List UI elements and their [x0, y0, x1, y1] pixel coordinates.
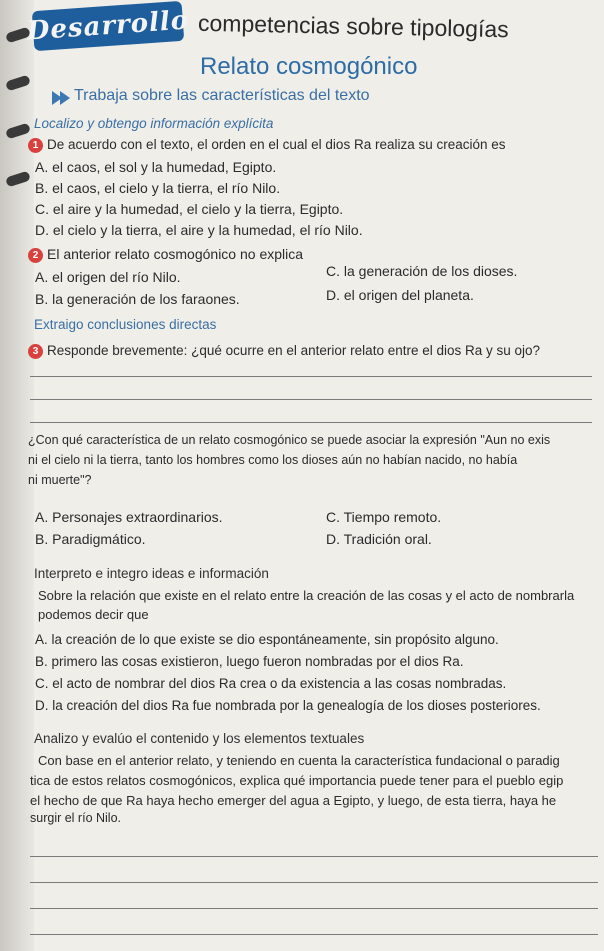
answer-line — [30, 934, 598, 935]
option: D. el cielo y la tierra, el aire y la humedad, el río Nilo. — [35, 222, 363, 238]
answer-line — [30, 882, 598, 883]
question-3 — [28, 343, 540, 359]
option: A. el origen del río Nilo. — [35, 269, 181, 285]
option: B. la generación de los faraones. — [35, 291, 240, 307]
question-6-line: el hecho de que Ra haya hecho emerger del agua a Egipto, y luego, de esta tierra, haya he — [30, 793, 557, 808]
answer-line — [30, 908, 598, 909]
question-text: El anterior relato cosmogónico no explica — [47, 246, 304, 262]
option: D. la creación del dios Ra fue nombrada por la genealogía de los dioses posteriores. — [35, 698, 541, 713]
option: C. el acto de nombrar del dios Ra crea o da existencia a las cosas nombradas. — [35, 676, 507, 691]
option: B. el caos, el cielo y la tierra, el río Nilo. — [35, 180, 281, 196]
question-5-line: podemos decir que — [38, 607, 149, 622]
question-1 — [28, 137, 506, 153]
subsection-heading: Analizo y evalúo el contenido y los elementos textuales — [34, 731, 365, 746]
option: A. el caos, el sol y la humedad, Egipto. — [35, 159, 277, 175]
page-title: Relato cosmogónico — [200, 53, 418, 80]
answer-line — [30, 856, 598, 857]
question-6-line: tica de estos relatos cosmogónicos, explica qué importancia puede tener para el pueblo egip — [30, 773, 564, 788]
subsection-heading: Extraigo conclusiones directas — [34, 317, 217, 332]
option: C. Tiempo remoto. — [326, 509, 442, 525]
question-number: 2 — [28, 248, 43, 263]
question-4-line: ni el cielo ni la tierra, tanto los hombres como los dioses aún no habían nacido, no había — [28, 453, 518, 467]
option: A. la creación de lo que existe se dio espontáneamente, sin propósito alguno. — [35, 632, 499, 647]
option: D. Tradición oral. — [326, 531, 432, 547]
section-heading: Trabaja sobre las características del texto — [74, 87, 370, 104]
brand-badge — [25, 1, 191, 51]
answer-line — [30, 399, 592, 400]
option: D. el origen del planeta. — [326, 287, 474, 303]
question-6-line: Con base en el anterior relato, y teniendo en cuenta la característica fundacional o paradig — [38, 753, 560, 768]
option: B. Paradigmático. — [35, 531, 146, 547]
arrow-icon — [60, 91, 70, 105]
question-number: 3 — [28, 344, 43, 359]
option: C. la generación de los dioses. — [326, 263, 518, 279]
question-5-line: Sobre la relación que existe en el relato entre la creación de las cosas y el acto de nombrarla — [38, 588, 575, 603]
question-6-line: surgir el río Nilo. — [30, 811, 121, 825]
question-text: Responde brevemente: ¿qué ocurre en el anterior relato entre el dios Ra y su ojo? — [47, 343, 541, 358]
option: C. el aire y la humedad, el cielo y la tierra, Egipto. — [35, 201, 344, 217]
question-text: De acuerdo con el texto, el orden en el cual el dios Ra realiza su creación es — [47, 137, 506, 152]
page-subtitle: competencias sobre tipologías — [197, 9, 509, 43]
answer-line — [30, 376, 592, 377]
subsection-heading: Localizo y obtengo información explícita — [34, 116, 274, 131]
brand-text: Desarrollo — [25, 5, 191, 47]
spiral-ring — [5, 171, 31, 188]
option: B. primero las cosas existieron, luego fueron nombradas por el dios Ra. — [35, 654, 464, 669]
question-4-line: ¿Con qué característica de un relato cosmogónico se puede asociar la expresión "Aun no exis — [28, 433, 551, 447]
spiral-ring — [5, 75, 31, 92]
option: A. Personajes extraordinarios. — [35, 509, 223, 525]
question-4-line: ni muerte"? — [28, 473, 92, 487]
question-number: 1 — [28, 138, 43, 153]
subsection-heading: Interpreto e integro ideas e información — [34, 566, 269, 581]
answer-line — [30, 422, 592, 423]
question-2 — [28, 246, 303, 263]
